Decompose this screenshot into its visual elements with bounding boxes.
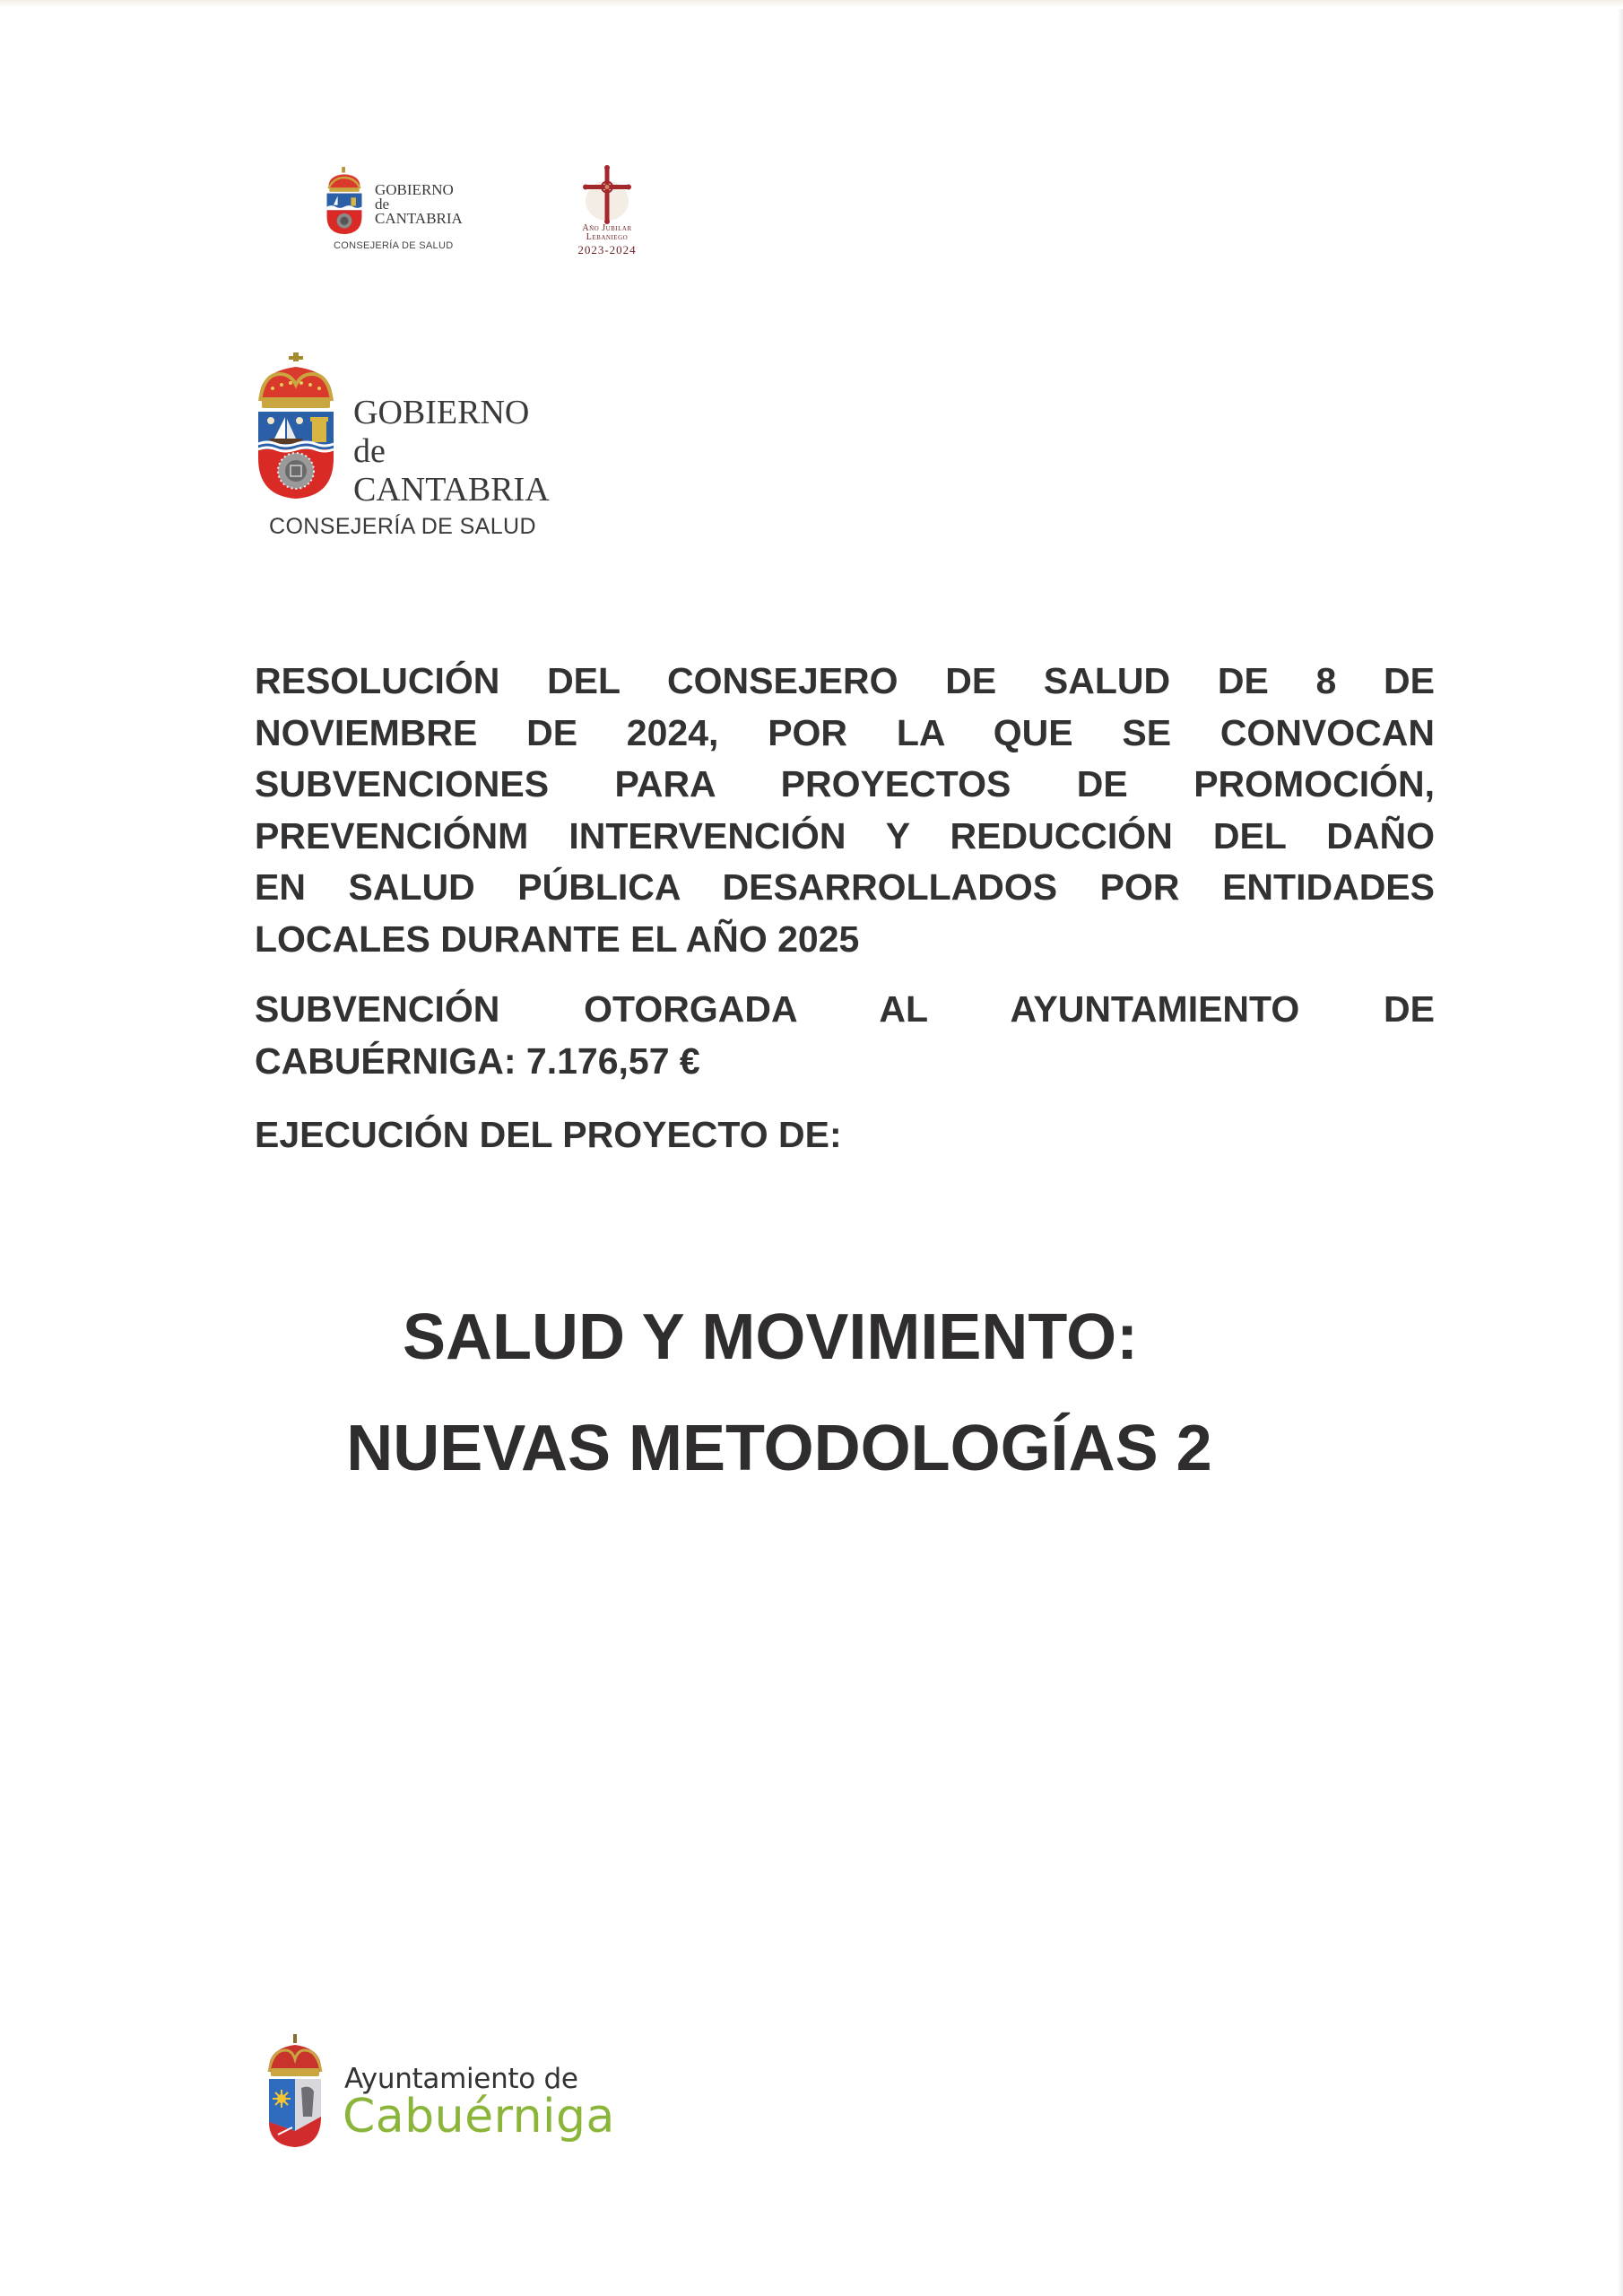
small-gobierno-cantabria-logo [325, 167, 463, 251]
resolution-line: SUBVENCIONES PARA PROYECTOS DE PROMOCIÓN, [255, 763, 1435, 804]
small-gov-line3: CANTABRIA [375, 210, 463, 227]
main-gov-line2: de [353, 432, 386, 470]
subvencion-line: SUBVENCIÓN OTORGADA AL AYUNTAMIENTO DE [255, 988, 1435, 1030]
jubilar-line2: Lebaniego [586, 232, 629, 242]
small-gov-text [375, 183, 463, 226]
subvencion-amount-line: CABUÉRNIGA: 7.176,57 € [255, 1039, 700, 1082]
small-gov-line1: GOBIERNO [375, 181, 454, 198]
resolution-line: NOVIEMBRE DE 2024, POR LA QUE SE CONVOCAN [255, 711, 1435, 753]
ejecucion-label: EJECUCIÓN DEL PROYECTO DE: [255, 1114, 842, 1155]
small-gov-line2: de [375, 196, 390, 213]
small-consejeria-label: CONSEJERÍA DE SALUD [334, 240, 454, 251]
main-consejeria-label: CONSEJERÍA DE SALUD [269, 514, 536, 539]
resolution-paragraph [255, 656, 1435, 965]
main-gov-line1: GOBIERNO [353, 394, 530, 431]
resolution-line: LOCALES DURANTE EL AÑO 2025 [255, 918, 860, 960]
lebaniego-cross-icon [578, 165, 636, 224]
project-title-line1: SALUD Y MOVIMIENTO: [402, 1301, 1139, 1373]
jubilar-line1: Año Jubilar [582, 223, 632, 233]
subvencion-paragraph [255, 984, 1435, 1087]
resolution-line: EN SALUD PÚBLICA DESARROLLADOS POR ENTIDADES [255, 866, 1435, 908]
resolution-line: RESOLUCIÓN DEL CONSEJERO DE SALUD DE 8 DE [255, 660, 1435, 701]
cabuerniga-label: Cabuérniga [343, 2090, 615, 2144]
scan-right-edge [1618, 9, 1623, 2296]
main-gov-text [353, 394, 550, 509]
cabuerniga-coat-of-arms-icon [265, 2034, 325, 2149]
ano-jubilar-lebaniego-logo [558, 165, 656, 257]
cantabria-coat-of-arms-icon [325, 167, 364, 235]
project-title-line2: NUEVAS METODOLOGÍAS 2 [346, 1413, 1212, 1484]
scan-top-edge [0, 0, 1623, 7]
cantabria-coat-of-arms-icon [255, 352, 337, 500]
jubilar-years: 2023-2024 [577, 243, 637, 257]
resolution-line: PREVENCIÓNM INTERVENCIÓN Y REDUCCIÓN DEL DAÑO [255, 814, 1435, 857]
main-gov-line3: CANTABRIA [353, 471, 550, 509]
ayuntamiento-label: Ayuntamiento de [344, 2063, 578, 2095]
